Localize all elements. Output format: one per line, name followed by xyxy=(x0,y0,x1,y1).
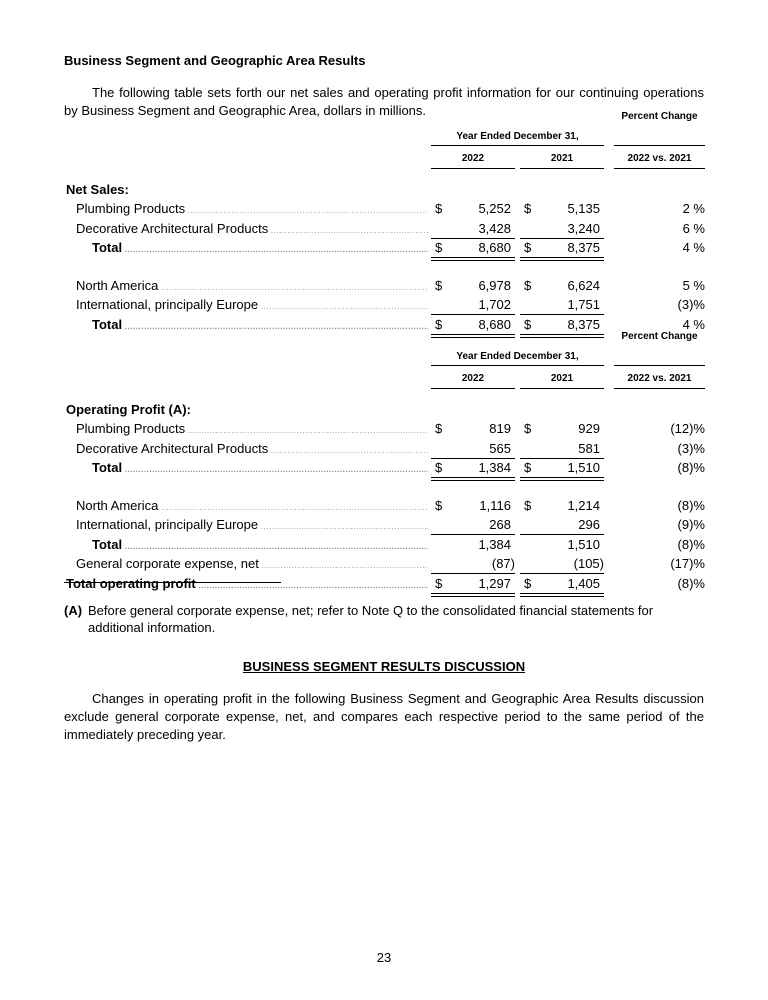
value-2022: 268 xyxy=(489,517,511,532)
operating-profit-table xyxy=(64,331,705,593)
intro-paragraph: The following table sets forth our net sales and operating profit information for our continuing operations by Business Segment and Geographic Area, dollars in millions. xyxy=(64,85,704,118)
col-2021-header: 2021 xyxy=(550,373,574,384)
operating-profit-title: Operating Profit (A): xyxy=(66,402,191,417)
value-2022: (87) xyxy=(491,556,515,571)
value-2022: 565 xyxy=(489,440,511,456)
value-2021: 6,624 xyxy=(567,277,600,293)
net-sales-table xyxy=(64,111,705,334)
row-label: Total ..... xyxy=(92,458,428,479)
col-pct-header: 2022 vs. 2021 xyxy=(627,373,692,384)
value-2022: 1,297 xyxy=(478,575,511,591)
value-2022: 1,384 xyxy=(478,460,511,475)
value-2021: 1,751 xyxy=(567,297,600,312)
table-row xyxy=(64,554,705,574)
pct-change: (3)% xyxy=(677,297,705,312)
row-label: Total ..... xyxy=(92,238,428,259)
row-label: North America ..... xyxy=(76,276,428,297)
row-label: Total operating profit ..... xyxy=(66,574,428,595)
value-2021: 296 xyxy=(578,517,600,532)
value-2021: 5,135 xyxy=(567,201,600,216)
pct-change: (9)% xyxy=(677,517,705,532)
table-row xyxy=(64,295,705,315)
row-label: Decorative Architectural Products ..... xyxy=(76,219,428,240)
row-label: Total ..... xyxy=(92,315,428,336)
row-label: General corporate expense, net ..... xyxy=(76,554,428,575)
year-ended-header: Year Ended December 31, xyxy=(456,351,579,362)
value-2021: 1,405 xyxy=(567,575,600,591)
value-2022: 1,116 xyxy=(479,497,511,513)
pct-change: (8)% xyxy=(677,575,705,591)
row-label: Plumbing Products ..... xyxy=(76,419,428,440)
year-ended-header: Year Ended December 31, xyxy=(456,131,579,142)
value-2021: 1,510 xyxy=(567,460,600,475)
net-sales-title: Net Sales: xyxy=(66,182,129,197)
table-row-grand-total: Total operating profit ..... $ 1,297 $ 1,405 (8)% xyxy=(64,574,705,594)
value-2021: 8,375 xyxy=(567,240,600,255)
pct-change: (17)% xyxy=(670,556,705,571)
discussion-heading: BUSINESS SEGMENT RESULTS DISCUSSION xyxy=(242,659,526,674)
table-header xyxy=(64,111,705,180)
percent-change-header: Percent Change xyxy=(621,111,698,122)
value-2021: 1,214 xyxy=(567,497,600,513)
value-2022: 5,252 xyxy=(478,201,511,216)
row-label: Plumbing Products ..... xyxy=(76,199,428,220)
table-row: North America ..... $ 1,116 $ 1,214 (8)% xyxy=(64,496,705,516)
table-row xyxy=(64,219,705,239)
pct-change: (8)% xyxy=(677,497,705,513)
table-row: Plumbing Products ..... $ 5,252 $ 5,135 2 % xyxy=(64,199,705,219)
row-label: Total ..... xyxy=(92,535,428,556)
row-label: International, principally Europe ..... xyxy=(76,295,428,316)
row-label: International, principally Europe ..... xyxy=(76,515,428,536)
value-2022: 819 xyxy=(489,421,511,436)
table-row-total: Total ..... $ 8,680 $ 8,375 4 % xyxy=(64,315,705,335)
discussion-paragraph: Changes in operating profit in the following Business Segment and Geographic Area Results discussion exclude general corporate expense, net, and compares each respective period to the same period of the immediately preceding year. xyxy=(64,691,704,742)
footnote-divider xyxy=(64,582,281,583)
value-2021: 929 xyxy=(578,421,600,436)
value-2022: 1,702 xyxy=(478,297,511,312)
table-row: North America ..... $ 6,978 $ 6,624 5 % xyxy=(64,276,705,296)
row-label: North America ..... xyxy=(76,496,428,517)
col-pct-header: 2022 vs. 2021 xyxy=(627,153,692,164)
row-label: Decorative Architectural Products ..... xyxy=(76,439,428,460)
table-row xyxy=(64,439,705,459)
table-row: Plumbing Products ..... $ 819 $ 929 (12)% xyxy=(64,419,705,439)
table-row xyxy=(64,515,705,535)
table-row-total: Total ..... $ 1,384 $ 1,510 (8)% xyxy=(64,458,705,478)
table-header xyxy=(64,331,705,400)
pct-change: (8)% xyxy=(677,460,705,475)
value-2022: 6,978 xyxy=(478,277,511,293)
pct-change: 2 % xyxy=(682,201,705,216)
value-2021: 581 xyxy=(578,440,600,456)
footnote-tag: (A) xyxy=(64,603,83,618)
table-row-total xyxy=(64,535,705,555)
value-2022: 3,428 xyxy=(478,220,511,236)
value-2021: 1,510 xyxy=(567,536,600,552)
table-row-total: Total ..... $ 8,680 $ 8,375 4 % xyxy=(64,238,705,258)
pct-change: 5 % xyxy=(682,277,705,293)
pct-change: 6 % xyxy=(682,220,705,236)
pct-change: (3)% xyxy=(677,440,705,456)
value-2021: 3,240 xyxy=(567,220,600,236)
col-2022-header: 2022 xyxy=(461,153,485,164)
pct-change: 4 % xyxy=(682,240,705,255)
pct-change: (12)% xyxy=(670,421,705,436)
value-2021: 8,375 xyxy=(567,316,600,332)
percent-change-header: Percent Change xyxy=(621,331,698,342)
value-2022: 1,384 xyxy=(478,536,511,552)
page-number: 23 xyxy=(376,950,392,965)
footnote xyxy=(64,602,704,636)
col-2022-header: 2022 xyxy=(461,373,485,384)
section-heading: Business Segment and Geographic Area Results xyxy=(64,53,366,68)
col-2021-header: 2021 xyxy=(550,153,574,164)
value-2021: (105) xyxy=(573,556,604,571)
pct-change: (8)% xyxy=(677,536,705,552)
value-2022: 8,680 xyxy=(478,240,511,255)
pct-change: 4 % xyxy=(682,316,705,332)
footnote-text: Before general corporate expense, net; refer to Note Q to the consolidated financial statements for additional information. xyxy=(88,603,654,635)
value-2022: 8,680 xyxy=(478,316,511,332)
